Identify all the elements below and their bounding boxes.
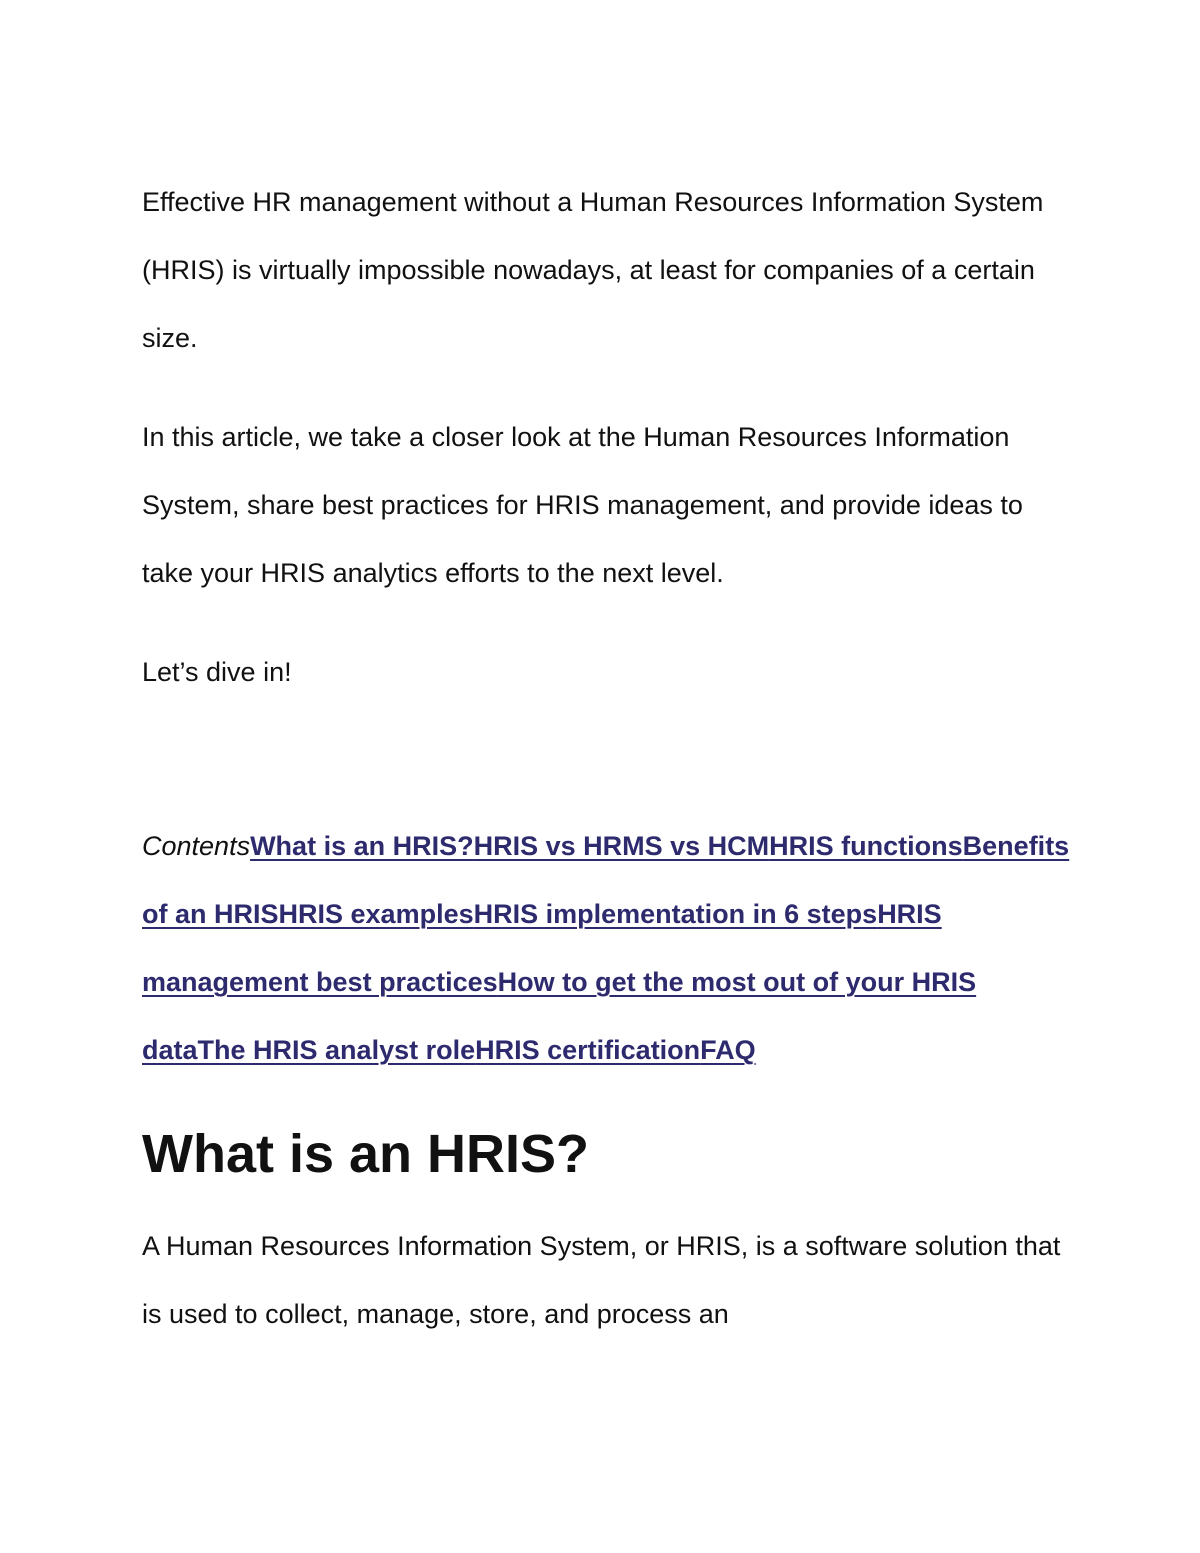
toc-link-get-most-of-data[interactable]: How to get the most out of your HRIS data: [142, 967, 977, 1065]
toc-link-implementation[interactable]: HRIS implementation in 6 steps: [473, 899, 878, 929]
toc-link-what-is-hris[interactable]: What is an HRIS?: [250, 831, 474, 861]
section-paragraph-1: A Human Resources Information System, or HRIS, is a software solution that is used to collect, manage, store, and process an: [142, 1231, 1061, 1329]
toc-link-faq[interactable]: FAQ: [700, 1035, 756, 1065]
intro-paragraph-2: In this article, we take a closer look at the Human Resources Information System, share best practices for HRIS management, and provide ideas to take your HRIS analytics efforts to the next level.: [142, 422, 1023, 588]
toc-link-analyst-role[interactable]: The HRIS analyst role: [197, 1035, 476, 1065]
table-of-contents: [142, 812, 1072, 1084]
section-heading-what-is-hris: What is an HRIS?: [142, 1124, 590, 1184]
toc-link-hris-functions[interactable]: HRIS functions: [769, 831, 963, 861]
toc-link-best-practices[interactable]: HRIS management best practices: [142, 899, 942, 997]
toc-link-examples[interactable]: HRIS examples: [278, 899, 474, 929]
document-body: [142, 168, 1072, 1348]
intro-paragraph-3: Let’s dive in!: [142, 657, 292, 687]
toc-link-hris-vs-hrms-vs-hcm[interactable]: HRIS vs HRMS vs HCM: [473, 831, 770, 861]
toc-link-certification[interactable]: HRIS certification: [475, 1035, 701, 1065]
intro-paragraph-1: Effective HR management without a Human Resources Information System (HRIS) is virtually impossible nowadays, at least for companies of a certain size.: [142, 187, 1044, 353]
toc-link-benefits[interactable]: Benefits of an HRIS: [142, 831, 1070, 929]
contents-label: Contents: [142, 831, 251, 861]
